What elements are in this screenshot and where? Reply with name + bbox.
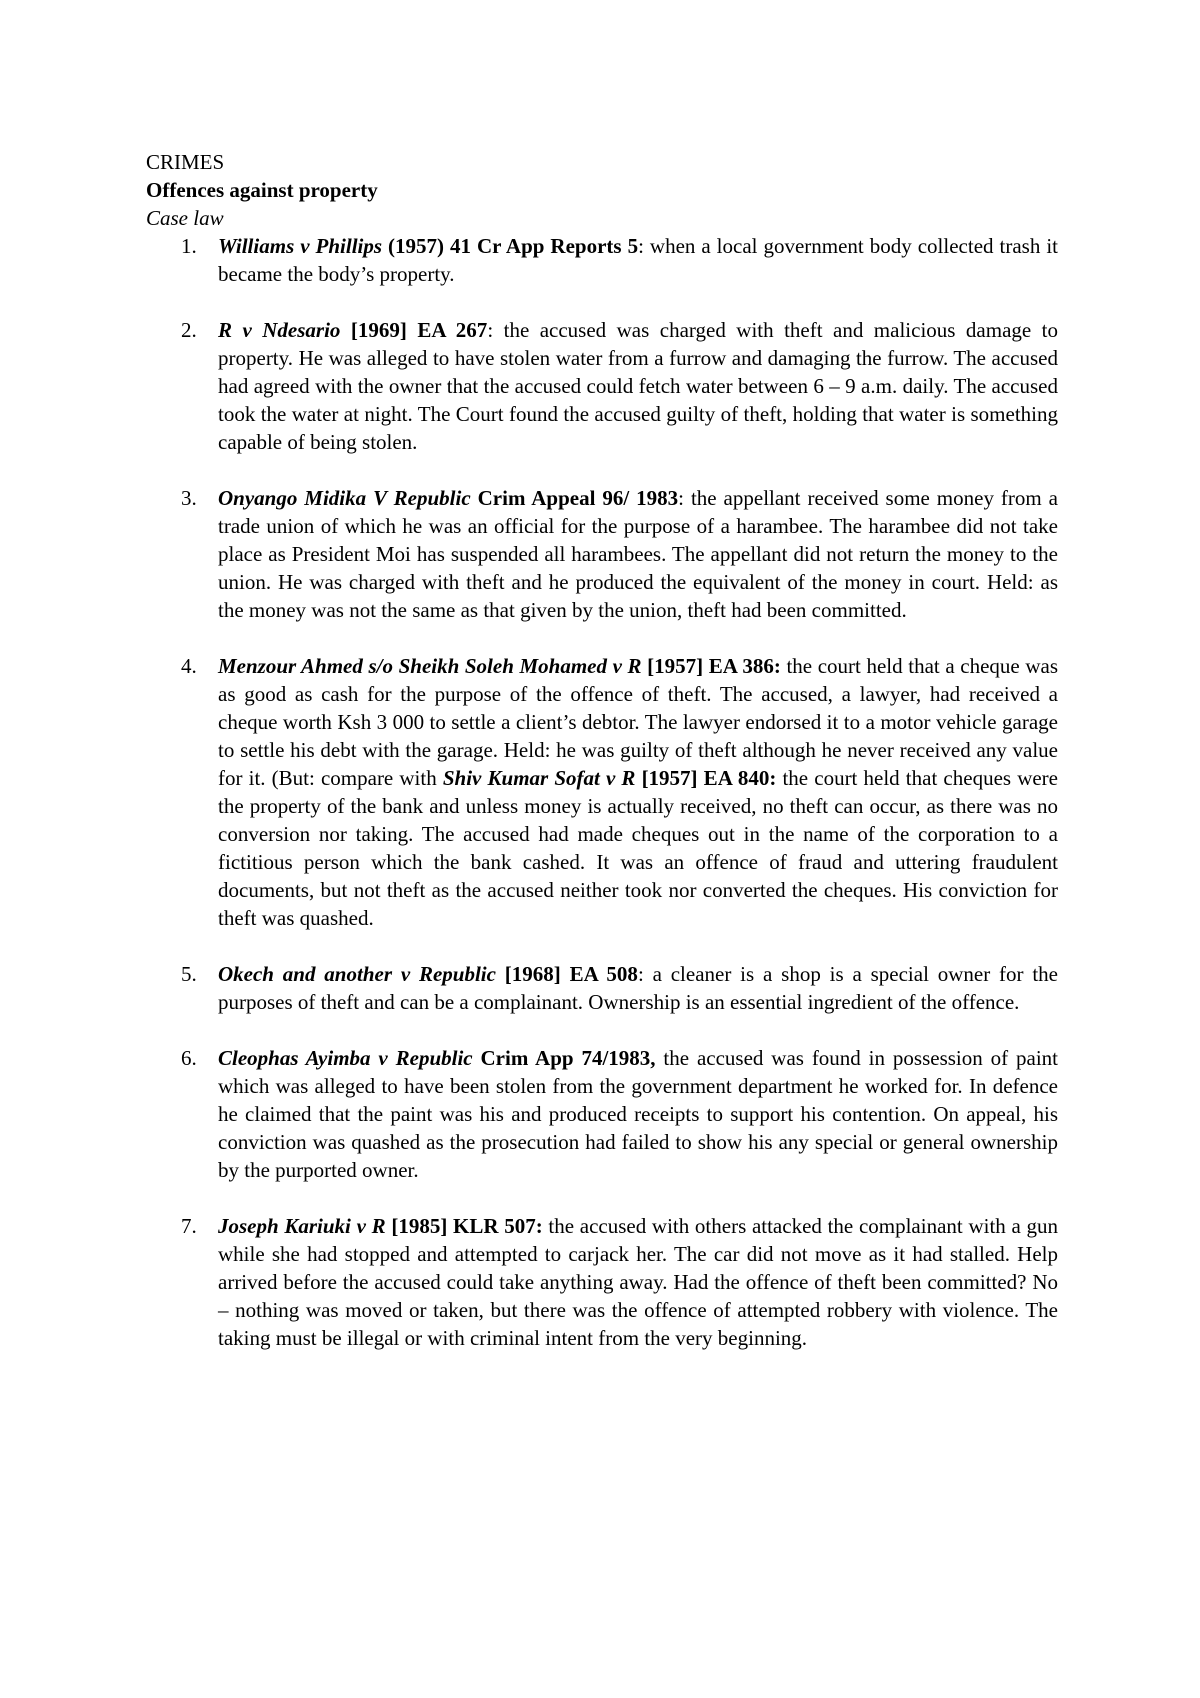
case-citation: [1969] EA 267 [340,318,488,342]
case-citation: [1968] EA 508 [495,962,638,986]
case-item [146,960,1058,1016]
case-number: 6. [181,1046,197,1070]
case-summary: the court held that cheques were the property of the bank and unless money is actually received, no theft can occur, as there was no conversion nor taking. The accused had made cheques out in the name of the corporation to a fictitious person which the bank cashed. It was an offence of fraud and uttering fraudulent documents, but not theft as the accused neither took nor converted the cheques. His conviction for theft was quashed. [218,766,1058,930]
case-item [146,1212,1058,1352]
section-label: Case law [146,206,224,230]
case-citation: Crim App 74/1983, [472,1046,656,1070]
case-item [146,232,1058,288]
case-citation: Crim Appeal 96/ 1983 [470,486,679,510]
case-name: Cleophas Ayimba v Republic [218,1046,473,1070]
case-citation: [1985] KLR 507: [385,1214,543,1238]
case-name: Okech and another v Republic [218,962,496,986]
document-page [146,148,1058,1380]
case-number: 5. [181,962,197,986]
case-number: 3. [181,486,197,510]
case-text [218,654,1058,930]
case-text [218,1046,1058,1182]
case-name: Menzour Ahmed s/o Sheikh Soleh Mohamed v R [218,654,642,678]
case-summary: the accused was found in possession of paint which was alleged to have been stolen from the government department he worked for. In defence he claimed that the paint was his and produced receipts to support his contention. On appeal, his conviction was quashed as the prosecution had failed to show his any special or general ownership by the purported owner. [218,1046,1058,1182]
case-item [146,652,1058,932]
case-number: 7. [181,1214,197,1238]
case-text [218,1214,1058,1350]
case-item [146,316,1058,456]
case-summary: : the accused was charged with theft and malicious damage to property. He was alleged to have stolen water from a furrow and damaging the furrow. The accused had agreed with the owner that the accused could fetch water between 6 – 9 a.m. daily. The accused took the water at night. The Court found the accused guilty of theft, holding that water is something capable of being stolen. [218,318,1059,454]
case-name: R v Ndesario [218,318,341,342]
case-name: Williams v Phillips [218,234,383,258]
case-summary: : the appellant received some money from a trade union of which he was an official for the purpose of a harambee. The harambee did not take place as President Moi has suspended all harambees. The appellant did not return the money to the union. He was charged with theft and he produced the equivalent of the money in court. Held: as the money was not the same as that given by the union, theft had been committed. [218,486,1059,622]
case-summary: the accused with others attacked the complainant with a gun while she had stopped and attempted to carjack her. The car did not move as it had stalled. Help arrived before the accused could take anything away. Had the offence of theft been committed? No – nothing was moved or taken, but there was the offence of attempted robbery with violence. The taking must be illegal or with criminal intent from the very beginning. [218,1214,1058,1350]
case-summary: : a cleaner is a shop is a special owner for the purposes of theft and can be a complainant. Ownership is an essential ingredient of the offence. [218,962,1058,1014]
case-summary: the court held that a cheque was as good as cash for the purpose of the offence of theft. The accused, a lawyer, had received a cheque worth Ksh 3 000 to settle a client’s debtor. The lawyer endorsed it to a motor vehicle garage to settle his debt with the garage. Held: he was guilty of theft although he never received any value for it. (But: compare with [218,654,1058,790]
case-citation: [1957] EA 386: [641,654,781,678]
case-text [218,486,1058,622]
case-text [218,234,1058,286]
case-text [218,318,1058,454]
case-citation: (1957) 41 Cr App Reports 5 [382,234,639,258]
case-citation: [1957] EA 840: [635,766,777,790]
case-text [218,962,1058,1014]
section-subtitle: Offences against property [146,178,378,202]
case-number: 4. [181,654,197,678]
case-list [146,232,1058,1352]
case-name: Shiv Kumar Sofat v R [442,766,636,790]
case-summary: : when a local government body collected trash it became the body’s property. [218,234,1058,286]
case-item [146,1044,1058,1184]
case-name: Joseph Kariuki v R [218,1214,386,1238]
case-number: 2. [181,318,197,342]
case-name: Onyango Midika V Republic [218,486,471,510]
case-item [146,484,1058,624]
document-title: CRIMES [146,150,225,174]
case-number: 1. [181,234,197,258]
